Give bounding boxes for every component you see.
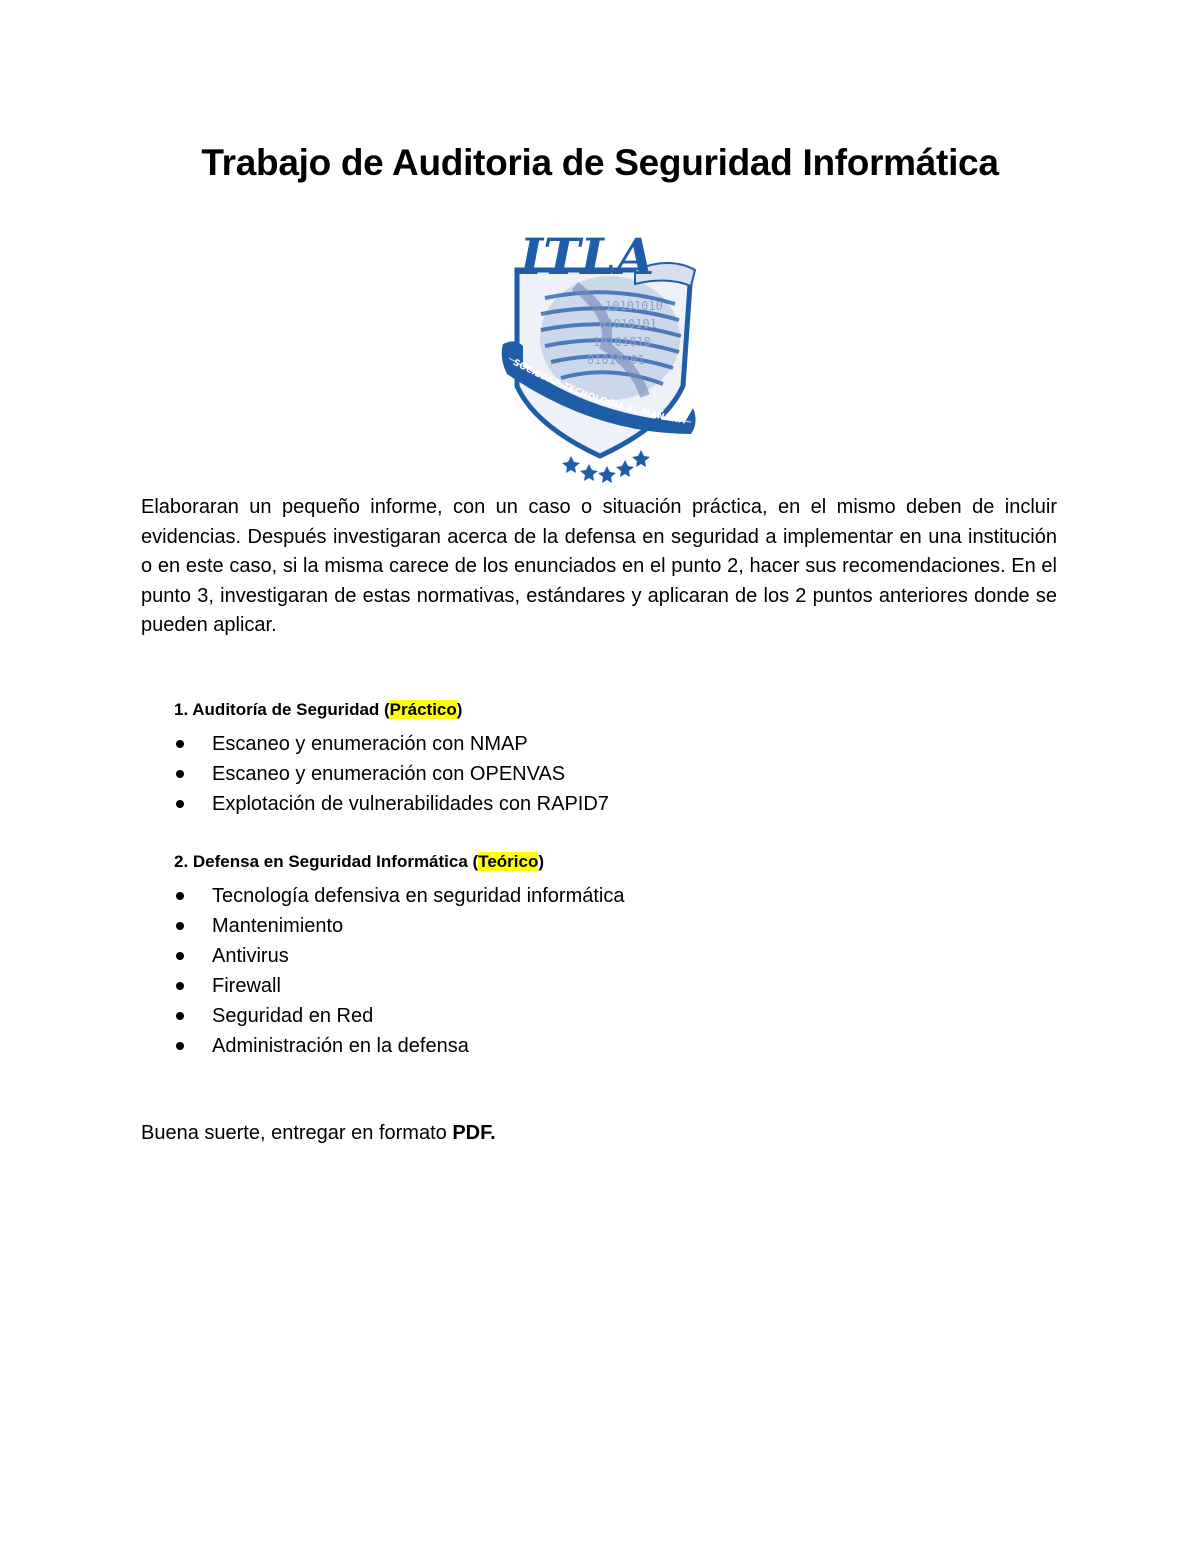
section-2-heading-suffix: ) (538, 852, 545, 871)
list-item-label: Explotación de vulnerabilidades con RAPID7 (212, 793, 609, 815)
section-2-list (172, 881, 624, 1061)
section-1-heading-prefix: 1. Auditoría de Seguridad ( (174, 700, 390, 719)
list-item (172, 971, 624, 1001)
closing-line (141, 1122, 496, 1145)
bullet-icon (176, 770, 184, 778)
list-item-label: Tecnología defensiva en seguridad informática (212, 885, 625, 907)
bullet-icon (176, 1042, 184, 1050)
binary-text-3: 10101010 (593, 335, 651, 349)
section-2-heading-prefix: 2. Defensa en Seguridad Informática ( (174, 852, 479, 871)
list-item (172, 911, 624, 941)
list-item (172, 759, 609, 789)
logo-wordmark: ITLA (519, 227, 655, 286)
list-item (172, 941, 624, 971)
section-1-heading (174, 700, 462, 720)
closing-text: Buena suerte, entregar en formato (141, 1122, 453, 1144)
list-item (172, 1001, 624, 1031)
itla-logo (495, 226, 705, 488)
bullet-icon (176, 740, 184, 748)
bullet-icon (176, 952, 184, 960)
bullet-icon (176, 1012, 184, 1020)
section-1-heading-suffix: ) (456, 700, 463, 719)
list-item-label: Firewall (212, 975, 281, 997)
section-1-heading-highlight: Práctico (389, 700, 457, 719)
list-item (172, 729, 609, 759)
binary-text-2: 01010101 (599, 317, 657, 331)
logo-banner-text: SOCIEDAD TECNOLOGIA EL MAÑANA (511, 357, 687, 427)
bullet-icon (176, 892, 184, 900)
document-title: Trabajo de Auditoria de Seguridad Informática (201, 142, 999, 183)
list-item-label: Seguridad en Red (212, 1005, 374, 1027)
list-item-label: Escaneo y enumeración con OPENVAS (212, 763, 566, 785)
section-1-list (172, 729, 609, 819)
binary-text-4: 01010101 (587, 353, 645, 367)
binary-text-1: 10101010 (605, 299, 663, 313)
section-2-heading-highlight: Teórico (478, 852, 539, 871)
bullet-icon (176, 922, 184, 930)
bullet-icon (176, 800, 184, 808)
list-item-label: Escaneo y enumeración con NMAP (212, 733, 528, 755)
closing-format: PDF. (452, 1122, 496, 1144)
list-item-label: Administración en la defensa (212, 1035, 469, 1057)
bullet-icon (176, 982, 184, 990)
list-item-label: Antivirus (212, 945, 289, 967)
intro-paragraph: Elaboraran un pequeño informe, con un caso o situación práctica, en el mismo deben de incluir evidencias. Después investigaran acerca de la defensa en seguridad a implementar en una institución o en este caso, si la misma carece de los enunciados en el punto 2, hacer sus recomendaciones. En el punto 3, investigaran de estas normativas, estándares y aplicaran de los 2 puntos anteriores donde se pueden aplicar. (141, 496, 1057, 637)
section-2-heading (174, 852, 544, 872)
list-item (172, 881, 624, 911)
list-item (172, 789, 609, 819)
list-item-label: Mantenimiento (212, 915, 344, 937)
list-item (172, 1031, 624, 1061)
